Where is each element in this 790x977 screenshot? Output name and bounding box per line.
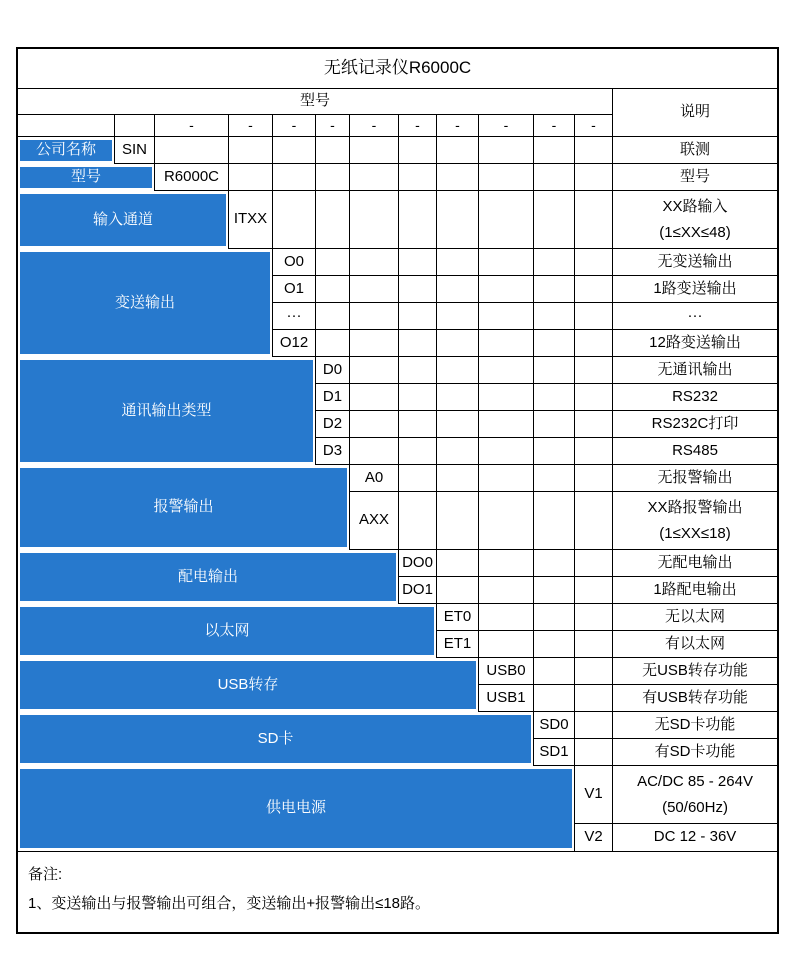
option-description-cell: 无报警输出 — [613, 465, 777, 492]
option-description-cell — [613, 191, 777, 249]
empty-grid-cell — [437, 384, 479, 411]
separator-dash-cell: - — [316, 115, 350, 137]
empty-grid-cell — [575, 137, 613, 164]
empty-grid-cell — [316, 249, 350, 276]
category-cell: 型号 — [18, 164, 155, 191]
option-description-cell: 无配电输出 — [613, 550, 777, 577]
model-code-header: 型号 — [18, 89, 613, 115]
empty-grid-cell — [575, 492, 613, 550]
option-code-cell: A0 — [350, 465, 399, 492]
category-cell: 公司名称 — [18, 137, 115, 164]
option-description-cell: 12路变送输出 — [613, 330, 777, 357]
option-code-cell: V2 — [575, 824, 613, 851]
option-code-cell: ITXX — [229, 191, 273, 249]
empty-grid-cell — [575, 550, 613, 577]
separator-dash-cell: - — [479, 115, 534, 137]
empty-grid-cell — [437, 411, 479, 438]
empty-grid-cell — [575, 164, 613, 191]
description-line: (1≤XX≤48) — [659, 223, 731, 241]
empty-grid-cell — [437, 249, 479, 276]
empty-grid-cell — [534, 438, 575, 465]
option-code-cell: O1 — [273, 276, 316, 303]
empty-grid-cell — [399, 411, 437, 438]
empty-grid-cell — [437, 577, 479, 604]
option-code-cell: D1 — [316, 384, 350, 411]
empty-grid-cell — [575, 604, 613, 631]
empty-grid-cell — [437, 303, 479, 330]
empty-grid-cell — [399, 465, 437, 492]
empty-grid-cell — [534, 658, 575, 685]
empty-grid-cell — [575, 357, 613, 384]
empty-grid-cell — [399, 330, 437, 357]
spec-row — [18, 137, 777, 164]
description-line: AC/DC 85 - 264V — [637, 772, 753, 790]
separator-dash-cell: - — [350, 115, 399, 137]
option-description-cell — [613, 766, 777, 824]
description-line: XX路报警输出 — [647, 498, 743, 516]
title-row — [18, 49, 777, 89]
empty-grid-cell — [479, 137, 534, 164]
empty-grid-cell — [399, 249, 437, 276]
option-code-cell: D0 — [316, 357, 350, 384]
header-row — [18, 89, 777, 115]
option-code-cell: USB1 — [479, 685, 534, 712]
empty-grid-cell — [399, 438, 437, 465]
empty-grid-cell — [479, 411, 534, 438]
option-description-cell — [613, 492, 777, 550]
empty-grid-cell — [316, 303, 350, 330]
separator-dash-cell: - — [437, 115, 479, 137]
empty-grid-cell — [575, 465, 613, 492]
empty-grid-cell — [534, 137, 575, 164]
table-title: 无纸记录仪R6000C — [18, 49, 777, 89]
empty-grid-cell — [437, 276, 479, 303]
empty-grid-cell — [350, 191, 399, 249]
note-line-1: 1、变送输出与报警输出可组合，变送输出+报警输出≤18路。 — [28, 895, 431, 912]
empty-grid-cell — [437, 191, 479, 249]
option-description-cell: DC 12 - 36V — [653, 828, 737, 846]
empty-grid-cell — [479, 492, 534, 550]
option-code-cell: O0 — [273, 249, 316, 276]
empty-grid-cell — [575, 384, 613, 411]
category-cell: SD卡 — [18, 712, 534, 766]
empty-grid-cell — [316, 191, 350, 249]
option-code-cell: D3 — [316, 438, 350, 465]
empty-grid-cell — [437, 357, 479, 384]
empty-grid-cell — [350, 330, 399, 357]
empty-grid-cell — [399, 137, 437, 164]
description-line: XX路输入 — [662, 197, 728, 215]
empty-grid-cell — [350, 249, 399, 276]
empty-grid-cell — [229, 164, 273, 191]
empty-grid-cell — [316, 330, 350, 357]
empty-grid-cell — [273, 137, 316, 164]
empty-grid-cell — [575, 712, 613, 739]
option-code-cell: DO1 — [399, 577, 437, 604]
empty-grid-cell — [479, 164, 534, 191]
option-description-cell: RS232 — [613, 384, 777, 411]
empty-grid-cell — [399, 357, 437, 384]
option-code-cell: SIN — [115, 137, 155, 164]
spec-row — [18, 164, 777, 191]
empty-grid-cell — [534, 411, 575, 438]
empty-grid-cell — [350, 137, 399, 164]
option-description-cell: ··· — [613, 303, 777, 330]
empty-grid-cell — [399, 303, 437, 330]
separator-dash-cell: - — [155, 115, 229, 137]
empty-grid-cell — [350, 438, 399, 465]
empty-grid-cell — [534, 577, 575, 604]
empty-grid-cell — [479, 303, 534, 330]
empty-grid-cell — [575, 411, 613, 438]
empty-grid-cell — [534, 492, 575, 550]
category-cell: 变送输出 — [18, 249, 273, 357]
spec-row — [18, 191, 777, 249]
category-cell: 输入通道 — [18, 191, 229, 249]
option-description-cell: 无以太网 — [613, 604, 777, 631]
empty-grid-cell — [575, 685, 613, 712]
empty-grid-cell — [437, 550, 479, 577]
spec-row — [18, 357, 777, 384]
empty-grid-cell — [350, 411, 399, 438]
empty-grid-cell — [399, 191, 437, 249]
empty-grid-cell — [575, 276, 613, 303]
empty-grid-cell — [534, 357, 575, 384]
empty-grid-cell — [437, 164, 479, 191]
empty-grid-cell — [350, 164, 399, 191]
category-cell: 报警输出 — [18, 465, 350, 550]
empty-grid-cell — [437, 330, 479, 357]
empty-grid-cell — [273, 191, 316, 249]
spec-row — [18, 766, 777, 824]
separator-dash-cell: - — [534, 115, 575, 137]
dash-row-empty-cell — [115, 115, 155, 137]
option-description-cell: RS232C打印 — [613, 411, 777, 438]
empty-grid-cell — [479, 384, 534, 411]
option-code-cell: AXX — [350, 492, 399, 550]
empty-grid-cell — [479, 438, 534, 465]
category-cell: 配电输出 — [18, 550, 399, 604]
empty-grid-cell — [575, 438, 613, 465]
description-header: 说明 — [613, 89, 777, 137]
notes-row — [18, 851, 777, 932]
empty-grid-cell — [575, 658, 613, 685]
empty-grid-cell — [575, 330, 613, 357]
option-description-cell: 有以太网 — [613, 631, 777, 658]
empty-grid-cell — [273, 164, 316, 191]
notes-cell — [18, 851, 777, 932]
option-description-cell: 无变送输出 — [613, 249, 777, 276]
category-cell: USB转存 — [18, 658, 479, 712]
empty-grid-cell — [534, 249, 575, 276]
empty-grid-cell — [575, 631, 613, 658]
empty-grid-cell — [534, 685, 575, 712]
empty-grid-cell — [575, 739, 613, 766]
option-code-cell: V1 — [575, 766, 613, 824]
empty-grid-cell — [399, 276, 437, 303]
empty-grid-cell — [575, 303, 613, 330]
spec-row — [18, 604, 777, 631]
empty-grid-cell — [437, 465, 479, 492]
empty-grid-cell — [534, 191, 575, 249]
empty-grid-cell — [479, 357, 534, 384]
empty-grid-cell — [479, 604, 534, 631]
option-code-cell: D2 — [316, 411, 350, 438]
option-code-cell: SD1 — [534, 739, 575, 766]
empty-grid-cell — [399, 492, 437, 550]
empty-grid-cell — [316, 276, 350, 303]
empty-grid-cell — [479, 577, 534, 604]
spec-row — [18, 465, 777, 492]
spec-row — [18, 658, 777, 685]
empty-grid-cell — [534, 604, 575, 631]
option-code-cell: O12 — [273, 330, 316, 357]
empty-grid-cell — [350, 384, 399, 411]
empty-grid-cell — [534, 303, 575, 330]
empty-grid-cell — [399, 164, 437, 191]
category-cell: 供电电源 — [18, 766, 575, 851]
empty-grid-cell — [350, 357, 399, 384]
empty-grid-cell — [534, 631, 575, 658]
notes-title: 备注: — [28, 866, 63, 883]
empty-grid-cell — [479, 330, 534, 357]
category-cell: 通讯输出类型 — [18, 357, 316, 465]
empty-grid-cell — [575, 577, 613, 604]
option-description-cell: 无USB转存功能 — [613, 658, 777, 685]
option-description-cell: 联测 — [613, 137, 777, 164]
empty-grid-cell — [350, 276, 399, 303]
empty-grid-cell — [479, 276, 534, 303]
empty-grid-cell — [534, 276, 575, 303]
option-code-cell: SD0 — [534, 712, 575, 739]
empty-grid-cell — [437, 137, 479, 164]
empty-grid-cell — [479, 249, 534, 276]
option-code-cell: DO0 — [399, 550, 437, 577]
spec-row — [18, 712, 777, 739]
model-spec-table — [16, 47, 779, 934]
empty-grid-cell — [534, 384, 575, 411]
empty-grid-cell — [437, 438, 479, 465]
empty-grid-cell — [155, 137, 229, 164]
empty-grid-cell — [350, 303, 399, 330]
category-cell: 以太网 — [18, 604, 437, 658]
empty-grid-cell — [534, 330, 575, 357]
empty-grid-cell — [575, 191, 613, 249]
option-description-cell: 无通讯输出 — [613, 357, 777, 384]
empty-grid-cell — [534, 465, 575, 492]
option-description-cell: 无SD卡功能 — [613, 712, 777, 739]
separator-dash-cell: - — [575, 115, 613, 137]
empty-grid-cell — [316, 164, 350, 191]
option-code-cell: ··· — [273, 303, 316, 330]
option-description-cell: RS485 — [613, 438, 777, 465]
option-code-cell: USB0 — [479, 658, 534, 685]
empty-grid-cell — [437, 492, 479, 550]
empty-grid-cell — [479, 550, 534, 577]
empty-grid-cell — [534, 550, 575, 577]
option-description-cell: 有SD卡功能 — [613, 739, 777, 766]
empty-grid-cell — [534, 164, 575, 191]
option-description-cell: 有USB转存功能 — [613, 685, 777, 712]
separator-dash-cell: - — [399, 115, 437, 137]
spec-row — [18, 550, 777, 577]
empty-grid-cell — [229, 137, 273, 164]
empty-grid-cell — [479, 465, 534, 492]
empty-grid-cell — [399, 384, 437, 411]
option-description-cell: 1路变送输出 — [613, 276, 777, 303]
separator-dash-cell: - — [229, 115, 273, 137]
empty-grid-cell — [479, 191, 534, 249]
option-code-cell: R6000C — [155, 164, 229, 191]
description-line: (50/60Hz) — [662, 798, 728, 816]
empty-grid-cell — [479, 631, 534, 658]
option-description-cell: 1路配电输出 — [613, 577, 777, 604]
option-code-cell: ET1 — [437, 631, 479, 658]
empty-grid-cell — [575, 249, 613, 276]
empty-grid-cell — [316, 137, 350, 164]
dash-row-empty-cell — [18, 115, 115, 137]
option-description-cell: 型号 — [613, 164, 777, 191]
description-line: (1≤XX≤18) — [659, 524, 731, 542]
spec-row — [18, 249, 777, 276]
separator-dash-cell: - — [273, 115, 316, 137]
option-code-cell: ET0 — [437, 604, 479, 631]
